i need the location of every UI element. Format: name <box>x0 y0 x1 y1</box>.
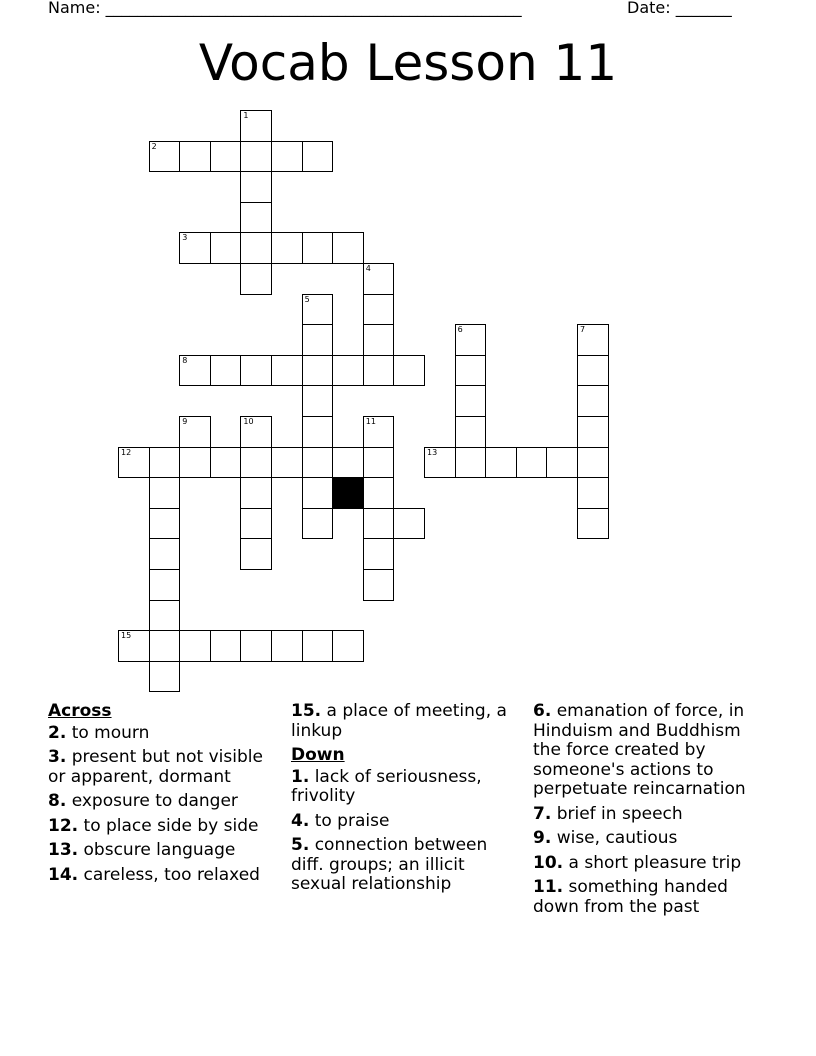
grid-cell[interactable] <box>240 508 272 540</box>
clue-number: 3. <box>48 747 67 767</box>
down-heading: Down <box>291 745 345 765</box>
clue-text: careless, too relaxed <box>83 864 260 885</box>
clue-number: 12. <box>48 815 79 836</box>
across-heading: Across <box>48 701 112 721</box>
clue-text: to place side by side <box>83 815 259 836</box>
cell-number: 9 <box>182 417 188 426</box>
grid-cell[interactable] <box>210 141 242 173</box>
clues-column-1 <box>48 702 280 890</box>
clue-number: 15. <box>291 701 322 721</box>
grid-cell[interactable] <box>302 447 334 479</box>
grid-cell[interactable] <box>577 416 609 448</box>
grid-cell[interactable] <box>179 416 211 448</box>
grid-cell[interactable] <box>363 416 395 448</box>
grid-cell[interactable] <box>302 324 334 356</box>
clue-number: 8. <box>48 791 67 811</box>
grid-cell[interactable] <box>424 447 456 479</box>
grid-cell[interactable] <box>332 232 364 264</box>
grid-cell[interactable] <box>149 477 181 509</box>
grid-cell[interactable] <box>302 508 334 540</box>
grid-cell[interactable] <box>302 294 334 326</box>
grid-cell[interactable] <box>455 416 487 448</box>
page-title: Vocab Lesson 11 <box>198 34 618 92</box>
grid-cell[interactable] <box>179 141 211 173</box>
grid-cell[interactable] <box>302 630 334 662</box>
clue-number: 10. <box>533 852 564 873</box>
grid-cell[interactable] <box>363 355 395 387</box>
clue-across-8 <box>48 792 280 812</box>
cell-number: 13 <box>427 447 438 457</box>
black-cell <box>332 477 364 509</box>
clue-text: emanation of force, in Hinduism and Buddhism the force created by someone's actions to perpetuate reincarnation <box>533 701 746 799</box>
clue-text: to praise <box>314 810 390 831</box>
clue-down-1 <box>291 768 523 807</box>
grid-cell[interactable] <box>302 355 334 387</box>
clue-across-14 <box>48 866 280 886</box>
cell-number: 4 <box>365 264 371 273</box>
grid-cell[interactable] <box>302 416 334 448</box>
grid-cell[interactable] <box>455 447 487 479</box>
cell-number: 2 <box>151 141 157 151</box>
cell-number: 12 <box>121 447 132 457</box>
cell-number: 1 <box>243 111 249 120</box>
grid-cell[interactable] <box>240 202 272 234</box>
clue-number: 11. <box>533 877 564 897</box>
grid-cell[interactable] <box>363 477 395 509</box>
clues-column-3 <box>533 702 773 922</box>
grid-cell[interactable] <box>240 447 272 479</box>
name-line: Name: ____________________________________________________ <box>48 0 522 17</box>
clue-across-3 <box>48 748 280 787</box>
grid-cell[interactable] <box>455 385 487 417</box>
clue-number: 2. <box>48 722 67 743</box>
cell-number: 5 <box>304 294 310 304</box>
grid-cell[interactable] <box>240 477 272 509</box>
clue-down-7 <box>533 805 773 825</box>
grid-cell[interactable] <box>240 630 272 662</box>
clue-text: lack of seriousness, frivolity <box>291 766 482 806</box>
clue-across-13 <box>48 841 280 861</box>
clue-number: 5. <box>291 835 310 855</box>
grid-cell[interactable] <box>271 447 303 479</box>
grid-cell[interactable] <box>179 447 211 479</box>
grid-cell[interactable] <box>179 355 211 387</box>
grid-cell[interactable] <box>271 232 303 264</box>
grid-cell[interactable] <box>332 447 364 479</box>
grid-cell[interactable] <box>455 355 487 387</box>
clue-down-5 <box>291 836 523 895</box>
clue-down-6 <box>533 702 773 800</box>
clue-across-12 <box>48 817 280 837</box>
cell-number: 3 <box>182 233 188 243</box>
cell-number: 7 <box>580 325 586 335</box>
grid-cell[interactable] <box>240 141 272 173</box>
clue-down-4 <box>291 812 523 832</box>
grid-cell[interactable] <box>332 630 364 662</box>
grid-cell[interactable] <box>363 294 395 326</box>
cell-number: 15 <box>121 631 132 641</box>
grid-cell[interactable] <box>302 477 334 509</box>
grid-cell[interactable] <box>149 508 181 540</box>
grid-cell[interactable] <box>393 508 425 540</box>
clue-down-10 <box>533 854 773 874</box>
grid-cell[interactable] <box>455 324 487 356</box>
clue-across-2 <box>48 724 280 744</box>
date-line: Date: _______ <box>627 0 732 17</box>
grid-cell[interactable] <box>577 385 609 417</box>
grid-cell[interactable] <box>149 600 181 632</box>
grid-cell[interactable] <box>302 385 334 417</box>
grid-cell[interactable] <box>240 171 272 203</box>
clue-text: exposure to danger <box>71 791 238 811</box>
grid-cell[interactable] <box>363 324 395 356</box>
clue-number: 1. <box>291 766 310 787</box>
grid-cell[interactable] <box>516 447 548 479</box>
grid-cell[interactable] <box>393 355 425 387</box>
grid-cell[interactable] <box>240 263 272 295</box>
grid-cell[interactable] <box>118 630 150 662</box>
grid-cell[interactable] <box>210 447 242 479</box>
grid-cell[interactable] <box>577 355 609 387</box>
grid-cell[interactable] <box>149 447 181 479</box>
cell-number: 10 <box>243 417 254 426</box>
clues-column-2 <box>291 702 523 900</box>
grid-cell[interactable] <box>363 508 395 540</box>
grid-cell[interactable] <box>363 569 395 601</box>
grid-cell[interactable] <box>271 630 303 662</box>
clue-number: 6. <box>533 701 552 721</box>
cell-number: 11 <box>365 417 376 426</box>
clue-text: something handed down from the past <box>533 877 728 917</box>
clue-number: 14. <box>48 864 79 885</box>
grid-cell[interactable] <box>149 141 181 173</box>
clue-across-15 <box>291 702 523 741</box>
grid-cell[interactable] <box>240 355 272 387</box>
grid-cell[interactable] <box>240 538 272 570</box>
grid-cell[interactable] <box>271 141 303 173</box>
clue-text: obscure language <box>83 840 236 860</box>
grid-cell[interactable] <box>363 447 395 479</box>
grid-cell[interactable] <box>302 232 334 264</box>
clue-number: 9. <box>533 828 552 848</box>
grid-cell[interactable] <box>271 355 303 387</box>
cell-number: 6 <box>457 325 463 335</box>
clue-down-9 <box>533 829 773 849</box>
grid-cell[interactable] <box>210 232 242 264</box>
grid-cell[interactable] <box>179 630 211 662</box>
clue-text: a place of meeting, a linkup <box>291 701 507 741</box>
cell-number: 8 <box>182 355 188 365</box>
grid-cell[interactable] <box>577 447 609 479</box>
clue-text: to mourn <box>71 722 150 743</box>
clue-down-11 <box>533 878 773 917</box>
clue-text: present but not visible or apparent, dormant <box>48 747 263 787</box>
grid-cell[interactable] <box>577 477 609 509</box>
grid-cell[interactable] <box>240 416 272 448</box>
clue-text: a short pleasure trip <box>568 852 742 873</box>
grid-cell[interactable] <box>149 630 181 662</box>
grid-cell[interactable] <box>210 630 242 662</box>
grid-cell[interactable] <box>210 355 242 387</box>
grid-cell[interactable] <box>363 263 395 295</box>
grid-cell[interactable] <box>179 232 211 264</box>
clue-text: connection between diff. groups; an illicit sexual relationship <box>291 835 488 894</box>
grid-cell[interactable] <box>546 447 578 479</box>
grid-cell[interactable] <box>149 569 181 601</box>
grid-cell[interactable] <box>332 355 364 387</box>
grid-cell[interactable] <box>485 447 517 479</box>
grid-cell[interactable] <box>363 538 395 570</box>
clue-text: brief in speech <box>556 803 683 824</box>
grid-cell[interactable] <box>240 110 272 142</box>
grid-cell[interactable] <box>577 508 609 540</box>
grid-cell[interactable] <box>577 324 609 356</box>
grid-cell[interactable] <box>149 538 181 570</box>
clue-text: wise, cautious <box>556 828 678 848</box>
clue-number: 13. <box>48 840 79 860</box>
grid-cell[interactable] <box>149 661 181 693</box>
clue-number: 7. <box>533 803 552 824</box>
grid-cell[interactable] <box>302 141 334 173</box>
grid-cell[interactable] <box>118 447 150 479</box>
grid-cell[interactable] <box>240 232 272 264</box>
clue-number: 4. <box>291 810 310 831</box>
